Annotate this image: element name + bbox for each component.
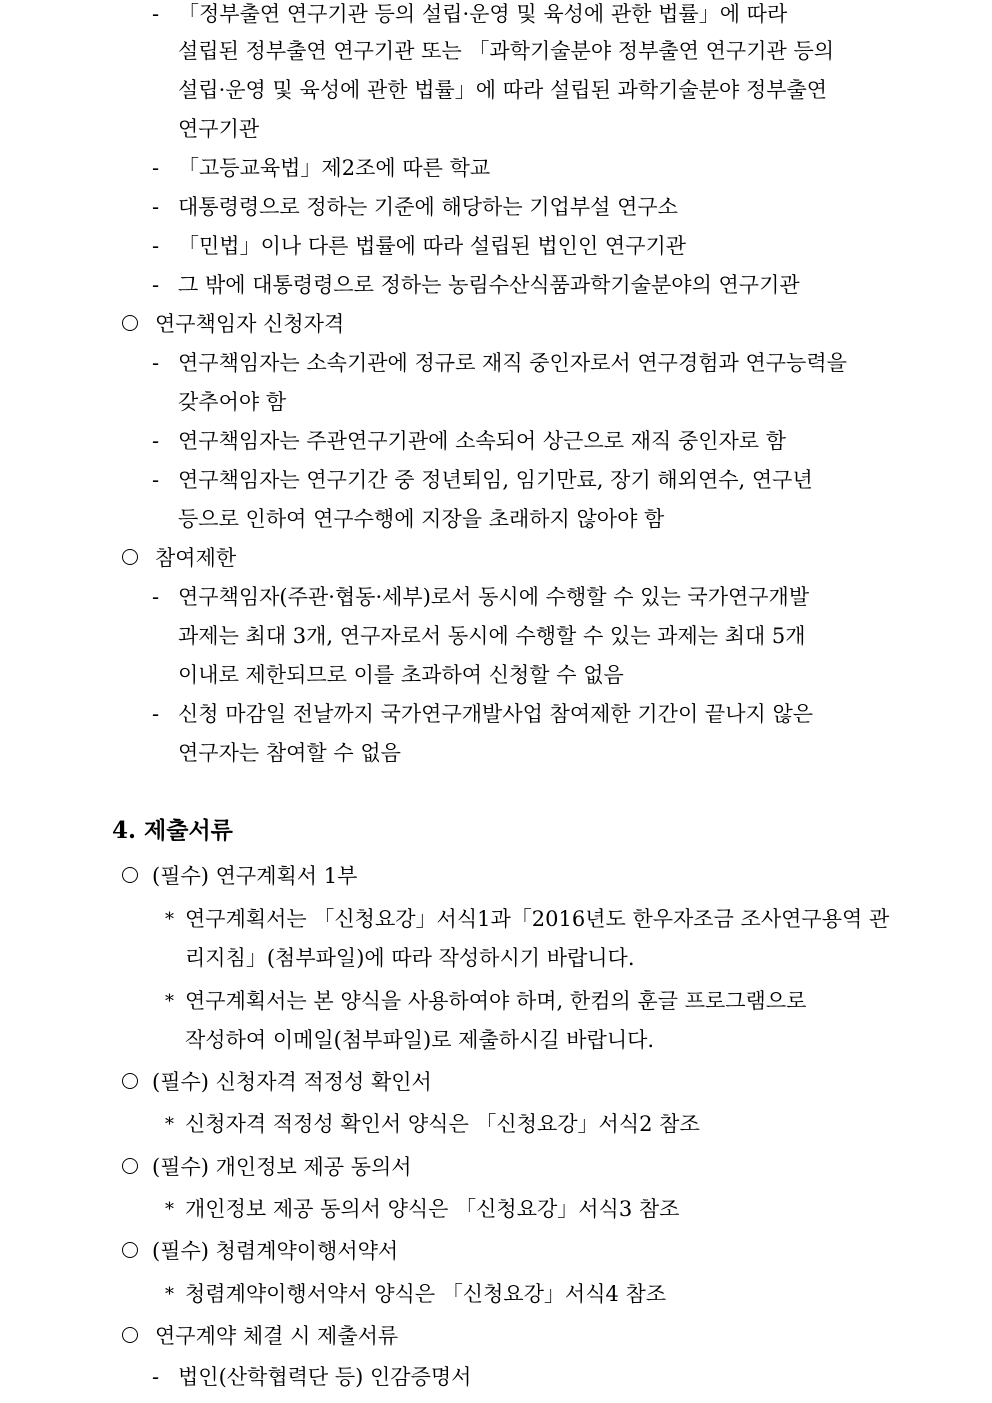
asterisk-marker: *	[165, 1284, 174, 1305]
asterisk-marker: *	[165, 909, 174, 930]
item-heading: 참여제한	[155, 546, 237, 570]
continuation-text: 연구자는 참여할 수 없음	[178, 741, 401, 765]
dash-marker: -	[152, 195, 160, 219]
dash-marker: -	[152, 273, 160, 297]
note-text: 연구계획서는 본 양식을 사용하여야 하며, 한컴의 훈글 프로그램으로	[185, 989, 807, 1013]
dash-marker: -	[152, 429, 160, 453]
bullet-text: 그 밖에 대통령령으로 정하는 농림수산식품과학기술분야의 연구기관	[178, 273, 800, 297]
circle-bullet-icon	[122, 1158, 138, 1174]
note-continuation-text: 리지침」(첨부파일)에 따라 작성하시기 바랍니다.	[185, 946, 635, 970]
continuation-text: 연구기관	[178, 117, 260, 141]
bullet-text: 연구책임자는 소속기관에 정규로 재직 중인자로서 연구경험과 연구능력을	[178, 351, 847, 375]
circle-bullet-icon	[122, 549, 138, 565]
note-text: 연구계획서는 「신청요강」서식1과「2016년도 한우자조금 조사연구용역 관	[185, 907, 890, 931]
bullet-text: 법인(산학협력단 등) 인감증명서	[178, 1365, 472, 1389]
note-continuation-text: 작성하여 이메일(첨부파일)로 제출하시길 바랍니다.	[185, 1028, 655, 1052]
circle-bullet-icon	[122, 1242, 138, 1258]
continuation-text: 이내로 제한되므로 이를 초과하여 신청할 수 없음	[178, 663, 624, 687]
item-heading: (필수) 청렴계약이행서약서	[152, 1239, 399, 1263]
asterisk-marker: *	[165, 1114, 174, 1135]
dash-marker: -	[152, 585, 160, 609]
item-heading: 연구책임자 신청자격	[155, 312, 345, 336]
item-heading: 연구계약 체결 시 제출서류	[155, 1324, 399, 1348]
circle-bullet-icon	[122, 315, 138, 331]
continuation-text: 설립·운영 및 육성에 관한 법률」에 따라 설립된 과학기술분야 정부출연	[178, 78, 828, 102]
continuation-text: 과제는 최대 3개, 연구자로서 동시에 수행할 수 있는 과제는 최대 5개	[178, 624, 806, 648]
bullet-text: 「고등교육법」제2조에 따른 학교	[178, 156, 491, 180]
bullet-text: 연구책임자(주관·협동·세부)로서 동시에 수행할 수 있는 국가연구개발	[178, 585, 810, 609]
note-text: 개인정보 제공 동의서 양식은 「신청요강」서식3 참조	[185, 1197, 680, 1221]
dash-marker: -	[152, 234, 160, 258]
dash-marker: -	[152, 156, 160, 180]
circle-bullet-icon	[122, 867, 138, 883]
asterisk-marker: *	[165, 991, 174, 1012]
dash-marker: -	[152, 351, 160, 375]
bullet-text: 신청 마감일 전날까지 국가연구개발사업 참여제한 기간이 끝나지 않은	[178, 702, 814, 726]
section-heading: 4. 제출서류	[112, 817, 233, 844]
asterisk-marker: *	[165, 1199, 174, 1220]
dash-marker: -	[152, 468, 160, 492]
bullet-text: 연구책임자는 주관연구기관에 소속되어 상근으로 재직 중인자로 함	[178, 429, 787, 453]
continuation-text: 설립된 정부출연 연구기관 또는 「과학기술분야 정부출연 연구기관 등의	[178, 39, 835, 63]
circle-bullet-icon	[122, 1073, 138, 1089]
circle-bullet-icon	[122, 1327, 138, 1343]
dash-marker: -	[152, 2, 160, 26]
continuation-text: 갖추어야 함	[178, 390, 287, 414]
bullet-text: 「정부출연 연구기관 등의 설립·운영 및 육성에 관한 법률」에 따라	[178, 2, 788, 26]
item-heading: (필수) 연구계획서 1부	[152, 864, 358, 888]
bullet-text: 「민법」이나 다른 법률에 따라 설립된 법인인 연구기관	[178, 234, 687, 258]
note-text: 신청자격 적정성 확인서 양식은 「신청요강」서식2 참조	[185, 1112, 700, 1136]
item-heading: (필수) 신청자격 적정성 확인서	[152, 1070, 432, 1094]
note-text: 청렴계약이행서약서 양식은 「신청요강」서식4 참조	[185, 1282, 667, 1306]
dash-marker: -	[152, 702, 160, 726]
item-heading: (필수) 개인정보 제공 동의서	[152, 1155, 412, 1179]
dash-marker: -	[152, 1365, 160, 1389]
continuation-text: 등으로 인하여 연구수행에 지장을 초래하지 않아야 함	[178, 507, 665, 531]
bullet-text: 연구책임자는 연구기간 중 정년퇴임, 임기만료, 장기 해외연수, 연구년	[178, 468, 813, 492]
bullet-text: 대통령령으로 정하는 기준에 해당하는 기업부설 연구소	[178, 195, 678, 219]
